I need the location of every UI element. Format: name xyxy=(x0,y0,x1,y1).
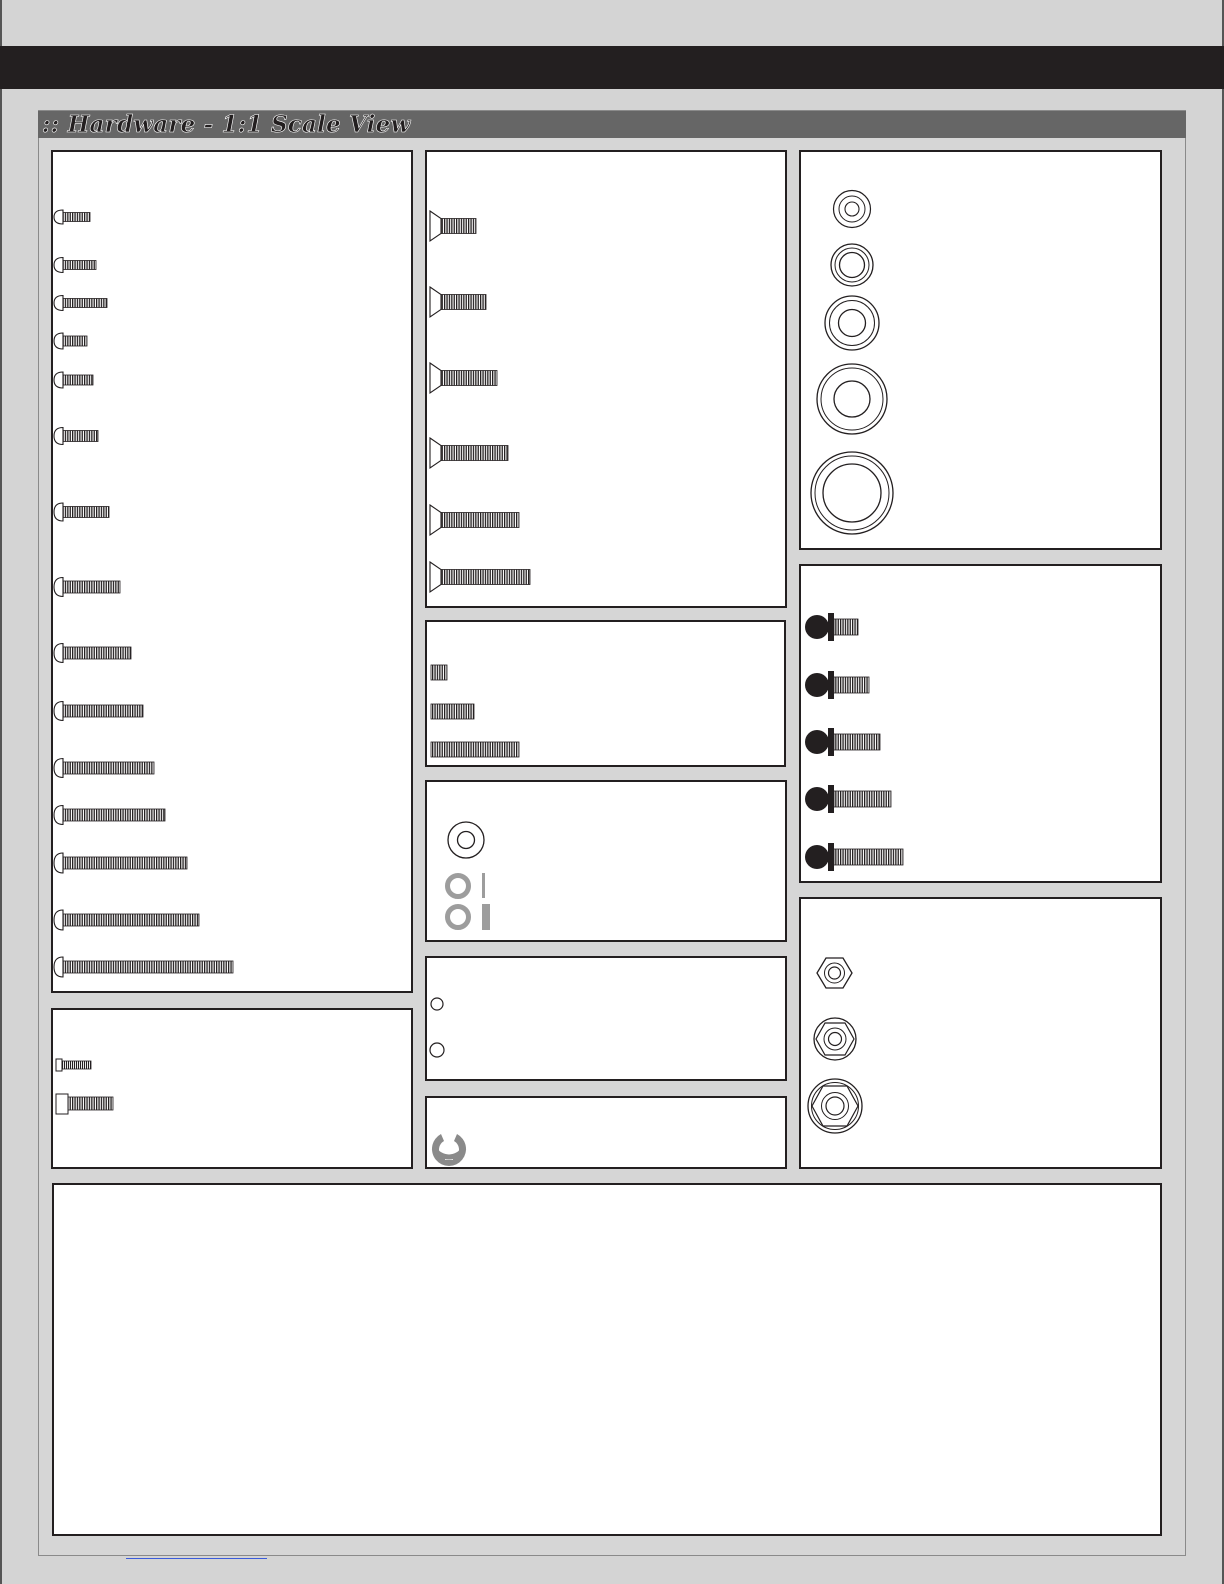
cap-head-screw-group xyxy=(56,1059,113,1114)
cap-head-screw-icon xyxy=(56,1059,91,1071)
set-screw-group xyxy=(431,665,519,757)
footer-link[interactable] xyxy=(126,1558,267,1559)
ball-stud-icon xyxy=(805,613,858,641)
e-clip-icon xyxy=(432,1125,466,1166)
washer-shim-group xyxy=(448,822,491,930)
shim-icon xyxy=(448,904,491,930)
flat-head-screw-icon xyxy=(430,211,476,241)
flat-head-screw-icon xyxy=(430,287,486,317)
ball-stud-group xyxy=(805,613,903,871)
button-head-screw-icon xyxy=(54,853,187,873)
section-title: :: Hardware - 1:1 Scale View xyxy=(42,111,411,138)
button-head-screw-icon xyxy=(54,644,131,663)
ball-stud-icon xyxy=(805,843,903,871)
flat-head-screw-group xyxy=(430,211,530,592)
washer-icon xyxy=(834,191,871,228)
set-screw-icon xyxy=(431,742,519,757)
flat-head-screw-icon xyxy=(430,438,508,468)
set-screw-icon xyxy=(431,704,474,719)
spacer-washer-group xyxy=(811,191,893,535)
shim-icon xyxy=(448,873,486,898)
button-head-screw-icon xyxy=(54,296,107,311)
ball-stud-icon xyxy=(805,728,880,756)
button-head-screw-group xyxy=(54,210,233,977)
washer-icon xyxy=(448,822,484,858)
lock-nut-icon xyxy=(817,958,852,988)
button-head-screw-icon xyxy=(54,578,120,597)
flat-head-screw-icon xyxy=(430,562,530,592)
button-head-screw-icon xyxy=(54,333,87,349)
button-head-screw-icon xyxy=(54,372,93,388)
washer-icon xyxy=(817,364,887,434)
lock-nut-group xyxy=(808,958,862,1133)
ball-icon xyxy=(431,998,443,1010)
button-head-screw-icon xyxy=(54,503,109,521)
ball-stud-icon xyxy=(805,785,891,813)
button-head-screw-icon xyxy=(54,702,143,721)
button-head-screw-icon xyxy=(54,258,96,273)
lock-nut-icon xyxy=(814,1018,856,1060)
button-head-screw-icon xyxy=(54,428,98,445)
washer-icon xyxy=(825,296,879,350)
button-head-screw-icon xyxy=(54,759,154,778)
flat-head-screw-icon xyxy=(430,363,497,393)
button-head-screw-icon xyxy=(54,210,90,224)
button-head-screw-icon xyxy=(54,957,233,977)
cap-head-screw-icon xyxy=(56,1094,113,1114)
ball-group xyxy=(430,998,444,1057)
ball-stud-icon xyxy=(805,671,869,699)
lock-nut-icon xyxy=(808,1079,862,1133)
washer-icon xyxy=(831,244,873,286)
ball-icon xyxy=(430,1043,444,1057)
set-screw-icon xyxy=(431,665,447,680)
button-head-screw-icon xyxy=(54,910,199,930)
flat-head-screw-icon xyxy=(430,505,519,535)
washer-icon xyxy=(811,452,893,534)
button-head-screw-icon xyxy=(54,806,165,825)
